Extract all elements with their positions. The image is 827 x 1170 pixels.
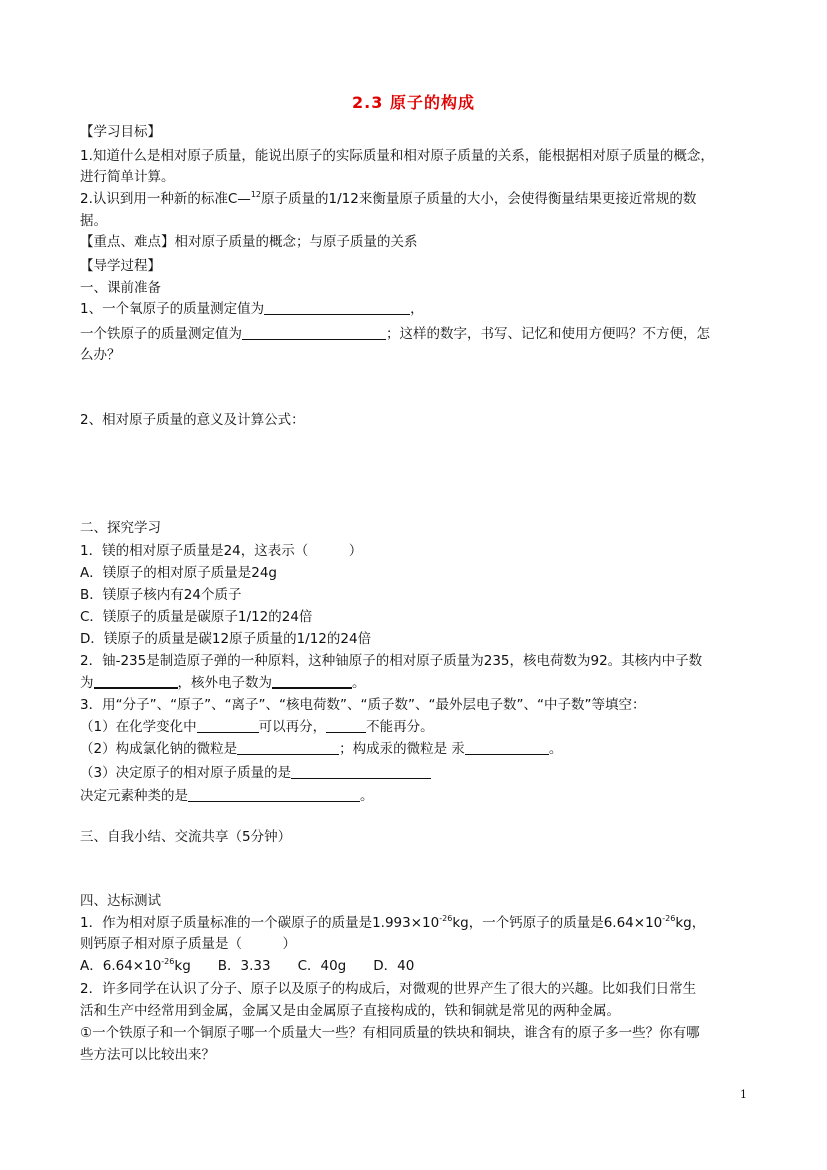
test-1-options: A．$6.64\times 10^{-26}kg$ B．3.33 C．40g D．40: [80, 957, 415, 974]
test-1-line-1: 1．作为相对原子质量标准的一个碳原子的质量是$1.993\times 10^{-26}kg$，一个钙原子的质量是$6.64\times 10^{-26}kg$，: [80, 914, 706, 931]
test-1-line-2: 则钙原子相对原子质量是（ ）: [80, 936, 296, 952]
answer-blank[interactable]: [94, 673, 178, 689]
goal-2-line-2: 据。: [80, 213, 107, 229]
question-1-iron: 一个铁原子的质量测定值为 ；这样的数字，书写、记忆和使用方便吗？不方便，怎: [80, 326, 710, 342]
answer-blank[interactable]: [465, 740, 549, 755]
key-points: 【重点、难点】相对原子质量的概念；与原子质量的关系: [80, 234, 418, 250]
exercise-2-line-1: 2．铀-235是制造原子弹的一种原料，这种铀原子的相对原子质量为235，核电荷数为92。其核内中子数: [80, 653, 703, 669]
section-3-heading: 三、自我小结、交流共享（5分钟）: [80, 829, 292, 845]
exercise-3-part-2: （2）构成氯化钠的微粒是 ；构成汞的微粒是 汞 。: [80, 741, 563, 757]
learning-goals-header: 【学习目标】: [80, 124, 161, 140]
test-2-line-2: 活和生产中经常用到金属，金属又是由金属原子直接构成的，铁和铜就是常见的两种金属。: [80, 1003, 620, 1019]
goal-1-line-1: 1.知道什么是相对原子质量，能说出原子的实际质量和相对原子质量的关系，能根据相对原子质量的概念，: [80, 148, 714, 164]
question-1-oxygen: 1、一个氧原子的质量测定值为 ，: [80, 301, 424, 317]
exercise-3-part-4: 决定元素种类的是 。: [80, 788, 374, 804]
goal-1-line-2: 进行简单计算。: [80, 169, 175, 185]
answer-blank[interactable]: [272, 673, 352, 689]
section-1-heading: 一、课前准备: [80, 280, 161, 296]
test-2-question-line-2: 些方法可以比较出来？: [80, 1047, 215, 1063]
question-1-tail: 么办？: [80, 347, 121, 363]
answer-blank[interactable]: [291, 764, 431, 779]
exercise-3-stem: 3．用“分子”、“原子”、“离子”、“核电荷数”、“质子数”、“最外层电子数”、“中子数”等填空：: [80, 697, 646, 713]
test-2-question-line-1: ①一个铁原子和一个铜原子哪一个质量大一些？有相同质量的铁块和铜块，谁含有的原子多一些？你有哪: [80, 1025, 700, 1041]
answer-blank[interactable]: [242, 325, 386, 340]
exercise-1-option-b: B．镁原子核内有24个质子: [80, 587, 242, 603]
goal-2-line-1: 2.认识到用一种新的标准C—$^{12}$原子质量的1/12来衡量原子质量的大小，会使得衡量结果更接近常规的数: [80, 190, 697, 207]
answer-blank[interactable]: [237, 740, 339, 755]
section-4-heading: 四、达标测试: [80, 893, 161, 909]
section-2-heading: 二、探究学习: [80, 520, 161, 536]
answer-blank[interactable]: [264, 300, 410, 315]
answer-blank[interactable]: [197, 718, 259, 733]
answer-blank[interactable]: [326, 718, 366, 733]
exercise-1-option-a: A．镁原子的相对原子质量是24g: [80, 565, 277, 581]
exercise-3-part-3: （3）决定原子的相对原子质量的是: [80, 763, 431, 783]
question-2: 2、相对原子质量的意义及计算公式：: [80, 412, 305, 428]
page-number: 1: [740, 1088, 747, 1101]
exercise-2-line-2: 为 ，核外电子数为 。: [80, 675, 366, 691]
exercise-1-option-c: C．镁原子的质量是碳原子1/12的24倍: [80, 609, 313, 625]
exercise-1-option-d: D．镁原子的质量是碳12原子质量的1/12的24倍: [80, 631, 372, 647]
exercise-3-part-1: （1）在化学变化中 可以再分， 不能再分。: [80, 719, 434, 735]
test-2-line-1: 2．许多同学在认识了分子、原子以及原子的构成后，对微观的世界产生了很大的兴趣。比如我们日常生: [80, 981, 697, 997]
answer-blank[interactable]: [188, 787, 360, 802]
page-title: 2.3 原子的构成: [352, 93, 475, 112]
exercise-1-stem: 1．镁的相对原子质量是24，这表示（ ）: [80, 543, 363, 559]
guide-header: 【导学过程】: [80, 258, 161, 274]
